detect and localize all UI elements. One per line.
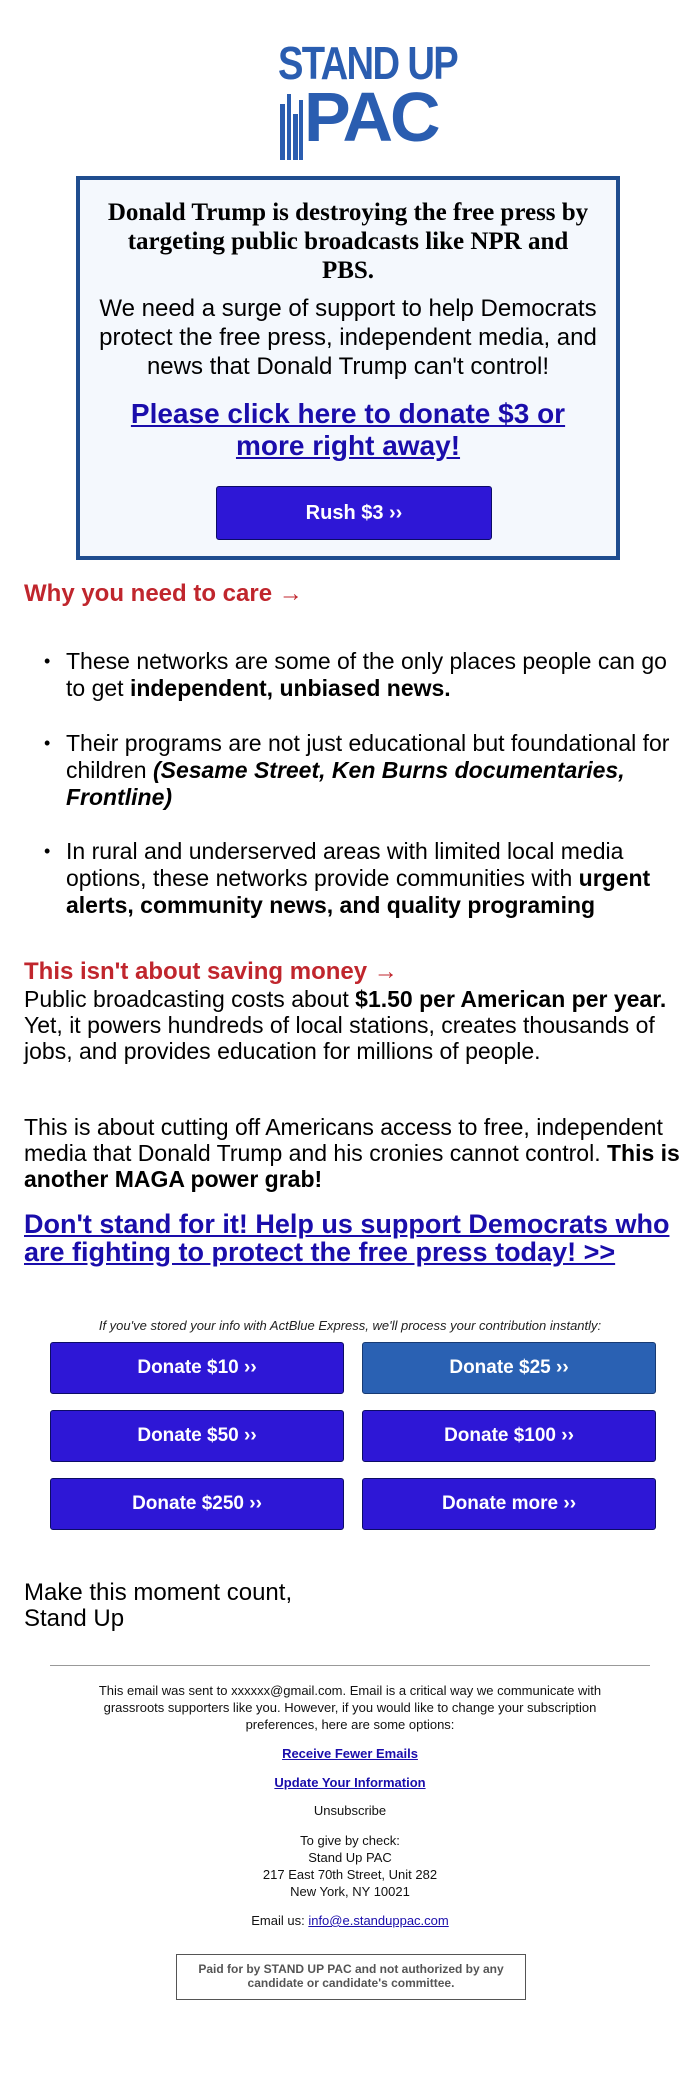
actblue-note: If you've stored your info with ActBlue Express, we'll process your contribution instantly: — [98, 1318, 602, 1333]
hero-box — [76, 176, 620, 560]
hero-title: Donald Trump is destroying the free press by targeting public broadcasts like NPR and PBS. — [107, 199, 589, 284]
signoff — [24, 1580, 292, 1632]
list-item-bold-italic: (Sesame Street, Ken Burns documentaries, Frontline) — [66, 757, 625, 810]
unsubscribe-link[interactable]: Unsubscribe — [313, 1803, 387, 1818]
list-item-bold: urgent alerts, community news, and quality programing — [66, 865, 651, 918]
donate-100-button[interactable]: Donate $100 ›› — [362, 1410, 656, 1462]
city-address: New York, NY 10021 — [290, 1884, 410, 1899]
email-us-line — [0, 1912, 700, 1929]
cost-paragraph — [24, 986, 684, 1064]
rush-3-button[interactable]: Rush $3 ›› — [216, 486, 492, 540]
donate-10-button[interactable]: Donate $10 ›› — [50, 1342, 344, 1394]
cost-bold: $1.50 per American per year. — [355, 986, 667, 1012]
bullet-icon: • — [44, 651, 51, 671]
logo-line2: PAC — [304, 78, 438, 156]
contact-email-link[interactable]: info@e.standuppac.com — [308, 1913, 449, 1928]
paid-for-disclaimer: Paid for by STAND UP PAC and not authorized by any candidate or candidate's committee. — [176, 1954, 526, 2000]
power-grab-bold: This is another MAGA power grab! — [24, 1140, 680, 1192]
logo-line1: STAND UP — [278, 37, 458, 89]
bullet-icon: • — [44, 841, 51, 861]
update-information-link[interactable]: Update Your Information — [274, 1775, 426, 1790]
donate-50-button[interactable]: Donate $50 ›› — [50, 1410, 344, 1462]
footer-text: This email was sent to xxxxxx@gmail.com. Email is a critical way we communicate with grassroots supporters like you. However, if you would like to change your subscription preferences, here are some options: — [98, 1683, 602, 1732]
signoff-line2: Stand Up — [24, 1605, 125, 1632]
hero-text: We need a surge of support to help Democrats protect the free press, independent media, and news that Donald Trump can't control! — [99, 295, 597, 380]
donate-3-link[interactable]: Please click here to donate $3 or more right away! — [130, 398, 566, 461]
why-care-heading: Why you need to care → — [24, 580, 303, 607]
email-us-label: Email us: — [251, 1913, 309, 1928]
saving-money-heading: This isn't about saving money → — [24, 958, 398, 985]
org-name: Stand Up PAC — [308, 1850, 392, 1865]
power-grab-paragraph — [24, 1114, 684, 1192]
list-item-bold: independent, unbiased news. — [129, 675, 451, 701]
support-democrats-link[interactable]: Don't stand for it! Help us support Democrats who are fighting to protect the free press today! >> — [24, 1209, 670, 1267]
street-address: 217 East 70th Street, Unit 282 — [262, 1867, 438, 1882]
donate-more-button[interactable]: Donate more ›› — [362, 1478, 656, 1530]
cost-text-rest: Yet, it powers hundreds of local stations, creates thousands of jobs, and provides education for millions of people. — [24, 1012, 655, 1064]
donate-25-button[interactable]: Donate $25 ›› — [362, 1342, 656, 1394]
list-item-text: In rural and underserved areas with limited local media options, these networks provide communities with — [66, 838, 624, 891]
skyline-icon — [278, 94, 306, 160]
list-item-text: Their programs are not just educational but foundational for children — [66, 730, 670, 783]
stand-up-pac-logo — [276, 37, 458, 156]
power-grab-text: This is about cutting off Americans access to free, independent media that Donald Trump and his cronies cannot control. — [24, 1114, 663, 1166]
mailing-address — [0, 1832, 700, 1900]
bullet-icon: • — [44, 733, 51, 753]
signoff-line1: Make this moment count, — [24, 1579, 293, 1606]
donate-250-button[interactable]: Donate $250 ›› — [50, 1478, 344, 1530]
list-item-text: These networks are some of the only places people can go to get — [66, 648, 667, 701]
footer-divider — [50, 1665, 650, 1666]
cost-text: Public broadcasting costs about — [24, 986, 356, 1012]
receive-fewer-emails-link[interactable]: Receive Fewer Emails — [282, 1746, 418, 1761]
check-label: To give by check: — [300, 1833, 400, 1848]
